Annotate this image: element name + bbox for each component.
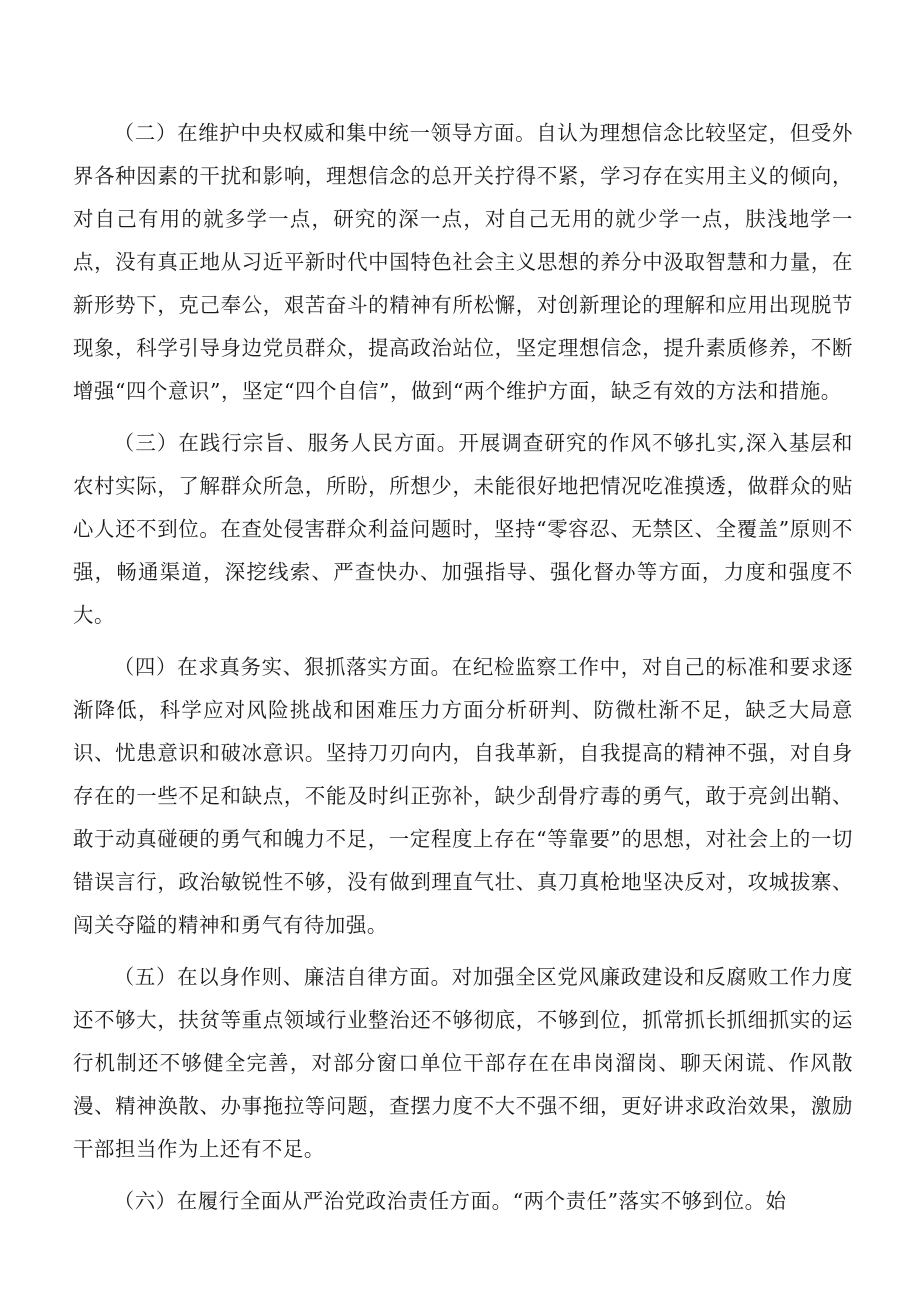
paragraph-section-5: （五）在以身作则、廉洁自律方面。对加强全区党风廉政建设和反腐败工作力度还不够大，扶贫等重点领域行业整治还不够彻底，不够到位，抓常抓长抓细抓实的运行机制还不够健全完善，对部分窗口单位干部存在在串岗溜岗、聊天闲谎、作风散漫、精神涣散、办事拖拉等问题，查摆力度不大不强不细，更好讲求政治效果，激励干部担当作为上还有不足。 (73, 965, 853, 1161)
paragraph-section-6: （六）在履行全面从严治党政治责任方面。“两个责任”落实不够到位。始 (113, 1189, 787, 1213)
paragraph-section-3: （三）在践行宗旨、服务人民方面。开展调查研究的作风不够扎实,深入基层和农村实际，了解群众所急，所盼，所想少，未能很好地把情况吃准摸透，做群众的贴心人还不到位。在查处侵害群众利益问题时，坚持“零容忍、无禁区、全覆盖”原则不强，畅通渠道，深挖线索、严查快办、加强指导、强化督办等方面，力度和强度不大。 (73, 431, 853, 627)
paragraph-section-4: （四）在求真务实、狠抓落实方面。在纪检监察工作中，对自己的标准和要求逐渐降低，科学应对风险挑战和困难压力方面分析研判、防微杜渐不足，缺乏大局意识、忧患意识和破冰意识。坚持刀刃向内，自我革新，自我提高的精神不强，对自身存在的一些不足和缺点，不能及时纠正弥补，缺少刮骨疗毒的勇气，敢于亮剑出鞘、敢于动真碰硬的勇气和魄力不足，一定程度上存在“等靠要”的思想，对社会上的一切错误言行，政治敏锐性不够，没有做到理直气壮、真刀真枪地坚决反对，攻城拔寨、闯关夺隘的精神和勇气有待加强。 (73, 655, 853, 937)
document-body (73, 112, 853, 1232)
paragraph-section-2: （二）在维护中央权威和集中统一领导方面。自认为理想信念比较坚定，但受外界各种因素的干扰和影响，理想信念的总开关拧得不紧，学习存在实用主义的倾向，对自己有用的就多学一点，研究的深一点，对自己无用的就少学一点，肤浅地学一点，没有真正地从习近平新时代中国特色社会主义思想的养分中汲取智慧和力量，在新形势下，克己奉公，艰苦奋斗的精神有所松懈，对创新理论的理解和应用出现脱节现象，科学引导身边党员群众，提高政治站位，坚定理想信念，提升素质修养，不断增强“四个意识”，坚定“四个自信”，做到“两个维护方面，缺乏有效的方法和措施。 (73, 121, 853, 403)
